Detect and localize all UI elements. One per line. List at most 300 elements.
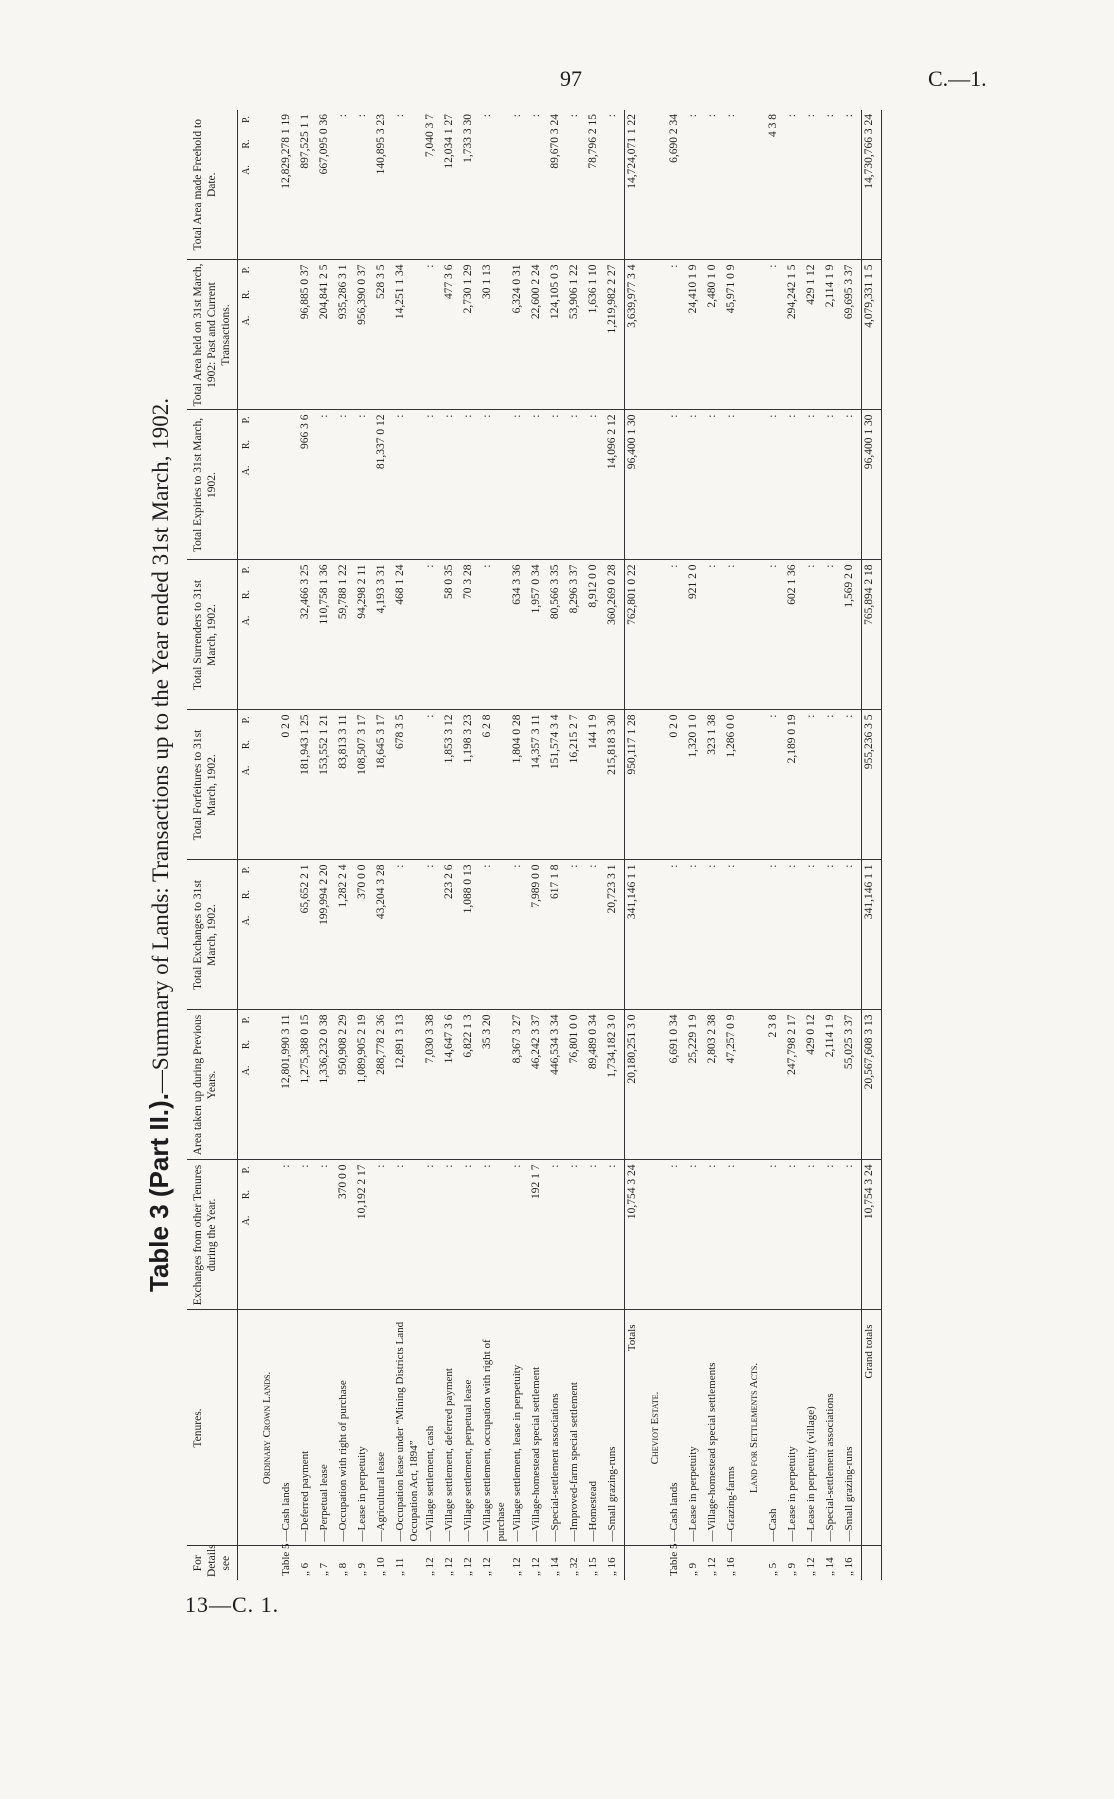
cell-total-held: 22,600 2 24 [529, 260, 548, 410]
cell-exchanges: : [298, 1160, 317, 1310]
cell-total-held: 528 3 5 [374, 260, 393, 410]
cell-total-forfeitures: 18,645 3 17 [374, 710, 393, 860]
table-row [355, 110, 374, 1580]
table-row [298, 110, 317, 1580]
cell-total-held: 24,410 1 9 [686, 260, 705, 410]
cell-total-forfeitures: 151,574 3 4 [548, 710, 567, 860]
cell-total-surrenders: 360,269 0 28 [605, 560, 625, 710]
rotated-table-sheet [135, 110, 1095, 1580]
cell-total-forfeitures: 1,320 1 0 [686, 710, 705, 860]
cell-details: „ 11 [394, 1557, 406, 1576]
cell-total-expiries: : [317, 410, 336, 560]
cell-total-expiries: : [423, 410, 442, 560]
cell-total-forfeitures: 950,117 1 28 [625, 710, 645, 860]
cell-total-exchanges: : [480, 860, 510, 1010]
cell-area-taken: 429 0 12 [804, 1010, 823, 1160]
totals-label: Totals [625, 1310, 645, 1546]
cell-total-forfeitures: 144 1 9 [586, 710, 605, 860]
cell-total-expiries: : [567, 410, 586, 560]
cell-exchanges: : [766, 1160, 785, 1310]
cell-area-taken: 1,089,905 2 19 [355, 1010, 374, 1160]
cell-details: „ 14 [549, 1557, 561, 1576]
cell-area-taken: 25,229 1 9 [686, 1010, 705, 1160]
cell-area-taken: 55,025 3 37 [842, 1010, 862, 1160]
cell-total-held: 429 1 12 [804, 260, 823, 410]
cell-total-freehold: : [529, 110, 548, 260]
cell-total-exchanges: : [393, 860, 423, 1010]
cell-tenure: —Lease in perpetuity [355, 1310, 374, 1546]
cell-total-freehold: : [724, 110, 743, 260]
cell-area-taken: 12,801,990 3 11 [279, 1010, 298, 1160]
cell-total-expiries: : [842, 410, 862, 560]
cell-area-taken: 1,336,232 0 38 [317, 1010, 336, 1160]
cell-total-held: : [423, 260, 442, 410]
cell-total-expiries: : [785, 410, 804, 560]
cell-tenure: —Grazing-farms [724, 1310, 743, 1546]
cell-area-taken: 950,908 2 29 [336, 1010, 355, 1160]
cell-details: „ 16 [606, 1557, 618, 1576]
units-label: A. R. P. [238, 1160, 257, 1310]
cell-total-held: 53,906 1 22 [567, 260, 586, 410]
table-row [548, 110, 567, 1580]
cell-tenure: —Cash [766, 1310, 785, 1546]
page-number: 97 [560, 66, 582, 91]
cell-details: „ 12 [443, 1557, 455, 1576]
units-label: A. R. P. [238, 710, 257, 860]
rotated-content [135, 110, 1095, 1580]
cell-tenure: —Homestead [586, 1310, 605, 1546]
cell-details: „ 7 [318, 1562, 330, 1576]
cell-exchanges: : [785, 1160, 804, 1310]
cell-details: „ 15 [587, 1557, 599, 1576]
header-total-freehold: Total Area made Freehold to Date. [187, 110, 238, 260]
cell-tenure: —Village settlement, perpetual lease [461, 1310, 480, 1546]
cell-area-taken: 12,891 3 13 [393, 1010, 423, 1160]
cell-total-surrenders: 468 1 24 [393, 560, 423, 710]
cell-area-taken: 35 3 20 [480, 1010, 510, 1160]
cell-exchanges: : [423, 1160, 442, 1310]
header-total-expiries: Total Expiries to 31st March, 1902. [187, 410, 238, 560]
cell-total-expiries: : [804, 410, 823, 560]
cell-total-forfeitures: 83,813 3 11 [336, 710, 355, 860]
header-total-surrenders: Total Surrenders to 31st March, 1902. [187, 560, 238, 710]
cell-total-forfeitures: 1,853 3 12 [442, 710, 461, 860]
cell-details: „ 12 [481, 1557, 493, 1576]
side-reference: 13—C. 1. [185, 1592, 280, 1617]
cell-total-freehold: 4 3 8 [766, 110, 785, 260]
section-settlements: Land for Settlements Acts. [743, 1310, 766, 1546]
cell-total-exchanges: 7,989 0 0 [529, 860, 548, 1010]
cell-total-exchanges: 20,723 3 1 [605, 860, 625, 1010]
table-row [374, 110, 393, 1580]
header-total-held: Total Area held on 31st March, 1902: Past and Current Transactions. [187, 260, 238, 410]
cell-total-freehold: 897,525 1 1 [298, 110, 317, 260]
section-ordinary: Ordinary Crown Lands. [256, 1310, 279, 1546]
table-row [279, 110, 298, 1580]
cell-total-freehold: 667,095 0 36 [317, 110, 336, 260]
cell-total-forfeitures: : [766, 710, 785, 860]
cell-total-exchanges: : [804, 860, 823, 1010]
cell-total-expiries: : [823, 410, 842, 560]
cell-total-forfeitures: 678 3 5 [393, 710, 423, 860]
cell-details: „ 9 [356, 1562, 368, 1576]
cell-total-held: 935,286 3 1 [336, 260, 355, 410]
cell-tenure: —Village settlement, deferred payment [442, 1310, 461, 1546]
cell-tenure: —Village settlement, occupation with right of purchase [480, 1310, 510, 1546]
cell-total-surrenders: 762,801 0 22 [625, 560, 645, 710]
cell-details: „ 16 [725, 1557, 737, 1576]
cell-exchanges: : [548, 1160, 567, 1310]
cell-tenure: —Occupation with right of purchase [336, 1310, 355, 1546]
cell-total-freehold: 14,730,766 3 24 [862, 110, 882, 260]
table-row [686, 110, 705, 1580]
cell-total-exchanges: : [423, 860, 442, 1010]
cell-details: Table 5 [280, 1543, 292, 1576]
header-exchanges: Exchanges from other Tenures during the Year. [187, 1160, 238, 1310]
cell-total-exchanges: 1,282 2 4 [336, 860, 355, 1010]
header-tenures: Tenures. [187, 1310, 238, 1546]
cell-details: „ 12 [511, 1557, 523, 1576]
cell-exchanges: : [686, 1160, 705, 1310]
cell-total-surrenders: 32,466 3 25 [298, 560, 317, 710]
cell-total-expiries: : [336, 410, 355, 560]
table-row [510, 110, 529, 1580]
cell-total-exchanges: : [724, 860, 743, 1010]
cell-tenure: —Improved-farm special settlement [567, 1310, 586, 1546]
cell-total-held: 30 1 13 [480, 260, 510, 410]
cell-total-exchanges: 223 2 6 [442, 860, 461, 1010]
table-row [317, 110, 336, 1580]
cell-details: Table 5 [668, 1543, 680, 1576]
cell-total-exchanges: 65,652 2 1 [298, 860, 317, 1010]
cell-area-taken: 1,734,182 3 0 [605, 1010, 625, 1160]
cell-total-surrenders: 602 1 36 [785, 560, 804, 710]
cell-total-freehold: 12,034 1 27 [442, 110, 461, 260]
cell-tenure: —Special-settlement associations [548, 1310, 567, 1546]
cell-area-taken: 76,801 0 0 [567, 1010, 586, 1160]
table-row [567, 110, 586, 1580]
cell-tenure: —Perpetual lease [317, 1310, 336, 1546]
cell-details: „ 12 [462, 1557, 474, 1576]
cell-exchanges: : [442, 1160, 461, 1310]
cell-total-freehold: : [567, 110, 586, 260]
cell-total-surrenders: 59,788 1 22 [336, 560, 355, 710]
table-row [423, 110, 442, 1580]
cell-total-freehold: : [510, 110, 529, 260]
cell-details: „ 8 [337, 1562, 349, 1576]
cell-total-exchanges: 341,146 1 1 [862, 860, 882, 1010]
cell-total-freehold: : [686, 110, 705, 260]
table-title [135, 110, 183, 1580]
cell-total-expiries: : [686, 410, 705, 560]
units-label: A. R. P. [238, 1010, 257, 1160]
cell-total-forfeitures: 1,198 3 23 [461, 710, 480, 860]
cell-total-freehold: : [355, 110, 374, 260]
cell-total-freehold: 12,829,278 1 19 [279, 110, 298, 260]
cell-total-held: 1,636 1 10 [586, 260, 605, 410]
cell-total-exchanges: 43,204 3 28 [374, 860, 393, 1010]
cell-total-exchanges: 1,088 0 13 [461, 860, 480, 1010]
cell-details: „ 32 [568, 1557, 580, 1576]
page-code: C.—1. [928, 66, 987, 91]
cell-total-surrenders: 58 0 35 [442, 560, 461, 710]
cell-total-forfeitures: 14,357 3 11 [529, 710, 548, 860]
cell-tenure: —Village settlement, cash [423, 1310, 442, 1546]
cell-total-freehold: 140,895 3 23 [374, 110, 393, 260]
cell-total-expiries: : [510, 410, 529, 560]
cell-exchanges: : [586, 1160, 605, 1310]
cell-total-held: 2,114 1 9 [823, 260, 842, 410]
units-label: A. R. P. [238, 860, 257, 1010]
cell-total-forfeitures: : [823, 710, 842, 860]
cell-exchanges: : [667, 1160, 686, 1310]
header-area-taken: Area taken up during Previous Years. [187, 1010, 238, 1160]
cell-total-surrenders: : [823, 560, 842, 710]
cell-area-taken: 6,691 0 34 [667, 1010, 686, 1160]
cell-exchanges: : [279, 1160, 298, 1310]
cell-total-freehold: : [605, 110, 625, 260]
cell-total-surrenders: 634 3 36 [510, 560, 529, 710]
cell-details: „ 9 [687, 1562, 699, 1576]
header-total-exchanges: Total Exchanges to 31st March, 1902. [187, 860, 238, 1010]
cell-total-held: 14,251 1 34 [393, 260, 423, 410]
cell-total-expiries: : [480, 410, 510, 560]
cell-total-exchanges: 370 0 0 [355, 860, 374, 1010]
cell-total-held: 956,390 0 37 [355, 260, 374, 410]
cell-total-forfeitures: 1,804 0 28 [510, 710, 529, 860]
cell-total-exchanges: 617 1 8 [548, 860, 567, 1010]
cell-exchanges: : [804, 1160, 823, 1310]
cell-exchanges: : [480, 1160, 510, 1310]
cell-total-surrenders: 8,296 3 37 [567, 560, 586, 710]
table-row [336, 110, 355, 1580]
cell-total-surrenders: 1,569 2 0 [842, 560, 862, 710]
cell-total-surrenders: 80,566 3 35 [548, 560, 567, 710]
cell-exchanges: : [567, 1160, 586, 1310]
cell-details: „ 9 [786, 1562, 798, 1576]
cell-total-held: 1,219,982 2 27 [605, 260, 625, 410]
cell-total-held: : [667, 260, 686, 410]
cell-total-freehold: 89,670 3 24 [548, 110, 567, 260]
header-details: For Details see [187, 1546, 238, 1580]
cell-total-forfeitures: 153,552 1 21 [317, 710, 336, 860]
cell-total-held [279, 260, 298, 410]
cell-total-expiries: : [586, 410, 605, 560]
settlements-rows [766, 110, 862, 1580]
cell-total-held: 204,841 2 5 [317, 260, 336, 410]
table-row [724, 110, 743, 1580]
cell-total-exchanges: : [586, 860, 605, 1010]
cell-total-held: 45,971 0 9 [724, 260, 743, 410]
cell-exchanges: : [510, 1160, 529, 1310]
cell-total-freehold: : [823, 110, 842, 260]
cell-total-held: 477 3 6 [442, 260, 461, 410]
cell-tenure: —Lease in perpetuity (village) [804, 1310, 823, 1546]
cell-tenure: —Lease in perpetuity [686, 1310, 705, 1546]
cell-total-expiries: : [529, 410, 548, 560]
table-row [823, 110, 842, 1580]
cell-total-forfeitures: 0 2 0 [667, 710, 686, 860]
cell-total-freehold: 1,733 3 30 [461, 110, 480, 260]
units-label: A. R. P. [238, 110, 257, 260]
cell-tenure: —Small grazing-runs [842, 1310, 862, 1546]
cell-total-exchanges: : [686, 860, 705, 1010]
cell-total-expiries [279, 410, 298, 560]
cell-total-held: 6,324 0 31 [510, 260, 529, 410]
cell-exchanges: : [393, 1160, 423, 1310]
cell-details: „ 14 [824, 1557, 836, 1576]
cell-total-held: 3,639,977 3 4 [625, 260, 645, 410]
totals-row [625, 110, 645, 1580]
cell-total-forfeitures: 0 2 0 [279, 710, 298, 860]
cell-total-expiries: : [461, 410, 480, 560]
cell-area-taken: 20,180,251 3 0 [625, 1010, 645, 1160]
cell-area-taken: 46,242 3 37 [529, 1010, 548, 1160]
cell-area-taken: 1,275,388 0 15 [298, 1010, 317, 1160]
cheviot-rows [667, 110, 743, 1580]
cell-total-expiries: : [355, 410, 374, 560]
cell-total-held: : [766, 260, 785, 410]
cell-area-taken: 47,257 0 9 [724, 1010, 743, 1160]
cell-total-surrenders: 4,193 3 31 [374, 560, 393, 710]
cell-total-surrenders [279, 560, 298, 710]
cell-total-surrenders: : [705, 560, 724, 710]
cell-total-forfeitures: : [423, 710, 442, 860]
cell-total-surrenders: : [766, 560, 785, 710]
cell-details: „ 5 [767, 1562, 779, 1576]
cell-area-taken: 446,534 3 34 [548, 1010, 567, 1160]
cell-total-surrenders: : [724, 560, 743, 710]
cell-total-forfeitures: 181,943 1 25 [298, 710, 317, 860]
cell-tenure: —Occupation lease under “Mining Districts Land Occupation Act, 1894” [393, 1310, 423, 1546]
table-row [804, 110, 823, 1580]
table-row [785, 110, 804, 1580]
cell-total-forfeitures: 1,286 0 0 [724, 710, 743, 860]
cell-total-exchanges: : [842, 860, 862, 1010]
cell-total-held: 2,480 1 0 [705, 260, 724, 410]
cell-area-taken: 247,798 2 17 [785, 1010, 804, 1160]
section-cheviot: Cheviot Estate. [644, 1310, 667, 1546]
cell-total-forfeitures: 215,818 3 30 [605, 710, 625, 860]
cell-total-surrenders: 94,298 2 11 [355, 560, 374, 710]
cell-total-forfeitures: : [842, 710, 862, 860]
cell-tenure: —Lease in perpetuity [785, 1310, 804, 1546]
cell-total-freehold: 7,040 3 7 [423, 110, 442, 260]
cell-tenure: —Cash lands [279, 1310, 298, 1546]
cell-area-taken: 2,114 1 9 [823, 1010, 842, 1160]
cell-total-surrenders: 921 2 0 [686, 560, 705, 710]
cell-total-exchanges: : [667, 860, 686, 1010]
cell-total-surrenders: 110,758 1 36 [317, 560, 336, 710]
cell-total-exchanges: 341,146 1 1 [625, 860, 645, 1010]
cell-area-taken: 7,030 3 38 [423, 1010, 442, 1160]
cell-total-expiries: 96,400 1 30 [862, 410, 882, 560]
table-row [766, 110, 785, 1580]
cell-area-taken: 6,822 1 3 [461, 1010, 480, 1160]
ordinary-rows [279, 110, 625, 1580]
cell-total-expiries: 14,096 2 12 [605, 410, 625, 560]
cell-tenure: —Village settlement, lease in perpetuity [510, 1310, 529, 1546]
cell-total-exchanges: : [567, 860, 586, 1010]
cell-total-exchanges: : [766, 860, 785, 1010]
units-label: A. R. P. [238, 560, 257, 710]
cell-total-forfeitures: 955,236 3 5 [862, 710, 882, 860]
cell-exchanges: : [842, 1160, 862, 1310]
cell-area-taken: 8,367 3 27 [510, 1010, 529, 1160]
cell-total-surrenders: 70 3 28 [461, 560, 480, 710]
cell-total-expiries: : [667, 410, 686, 560]
cell-total-exchanges: : [705, 860, 724, 1010]
cell-total-surrenders: 8,912 0 0 [586, 560, 605, 710]
cell-total-forfeitures: : [804, 710, 823, 860]
cell-total-expiries: : [724, 410, 743, 560]
cell-exchanges: 10,192 2 17 [355, 1160, 374, 1310]
cell-details: „ 12 [530, 1557, 542, 1576]
cell-total-held: 96,885 0 37 [298, 260, 317, 410]
cell-area-taken: 2 3 8 [766, 1010, 785, 1160]
header-total-forfeitures: Total Forfeitures to 31st March, 1902. [187, 710, 238, 860]
cell-total-expiries: : [442, 410, 461, 560]
cell-total-surrenders: : [423, 560, 442, 710]
cell-exchanges: : [374, 1160, 393, 1310]
cell-total-expiries: 966 3 6 [298, 410, 317, 560]
cell-exchanges: 192 1 7 [529, 1160, 548, 1310]
table-row [842, 110, 862, 1580]
units-label: A. R. P. [238, 260, 257, 410]
cell-total-expiries: : [766, 410, 785, 560]
cell-exchanges: : [461, 1160, 480, 1310]
cell-total-forfeitures: 2,189 0 19 [785, 710, 804, 860]
cell-total-freehold: : [804, 110, 823, 260]
cell-tenure: —Village-homestead special settlements [705, 1310, 724, 1546]
table-row [442, 110, 461, 1580]
cell-details: „ 12 [706, 1557, 718, 1576]
cell-exchanges: : [705, 1160, 724, 1310]
cell-tenure: —Cash lands [667, 1310, 686, 1546]
cell-total-freehold: 14,724,071 1 22 [625, 110, 645, 260]
cell-total-expiries: 81,337 0 12 [374, 410, 393, 560]
table-row [529, 110, 548, 1580]
cell-tenure: —Village-homestead special settlement [529, 1310, 548, 1546]
cell-total-forfeitures: 6 2 8 [480, 710, 510, 860]
cell-exchanges: : [605, 1160, 625, 1310]
cell-tenure: —Deferred payment [298, 1310, 317, 1546]
table-title-subtitle: —Summary of Lands: Transactions up to the Year ended 31st March, 1902. [148, 398, 173, 1094]
cell-total-freehold: 78,796 2 15 [586, 110, 605, 260]
cell-details: „ 10 [375, 1557, 387, 1576]
cell-total-forfeitures: 16,215 2 7 [567, 710, 586, 860]
cell-area-taken: 89,489 0 34 [586, 1010, 605, 1160]
grand-totals-row [862, 110, 882, 1580]
cell-exchanges: 10,754 3 24 [625, 1160, 645, 1310]
table-row [586, 110, 605, 1580]
cell-total-freehold: : [842, 110, 862, 260]
cell-total-freehold: : [480, 110, 510, 260]
cell-exchanges: : [823, 1160, 842, 1310]
cell-total-exchanges: : [785, 860, 804, 1010]
cell-total-surrenders: : [480, 560, 510, 710]
cell-total-surrenders: : [804, 560, 823, 710]
cell-total-freehold: : [393, 110, 423, 260]
cell-details: „ 12 [805, 1557, 817, 1576]
cell-total-held: 4,079,331 1 5 [862, 260, 882, 410]
cell-total-expiries: : [548, 410, 567, 560]
cell-total-expiries: 96,400 1 30 [625, 410, 645, 560]
cell-total-held: 69,695 3 37 [842, 260, 862, 410]
units-label: A. R. P. [238, 410, 257, 560]
cell-total-forfeitures: 108,507 3 17 [355, 710, 374, 860]
cell-area-taken: 2,803 2 38 [705, 1010, 724, 1160]
